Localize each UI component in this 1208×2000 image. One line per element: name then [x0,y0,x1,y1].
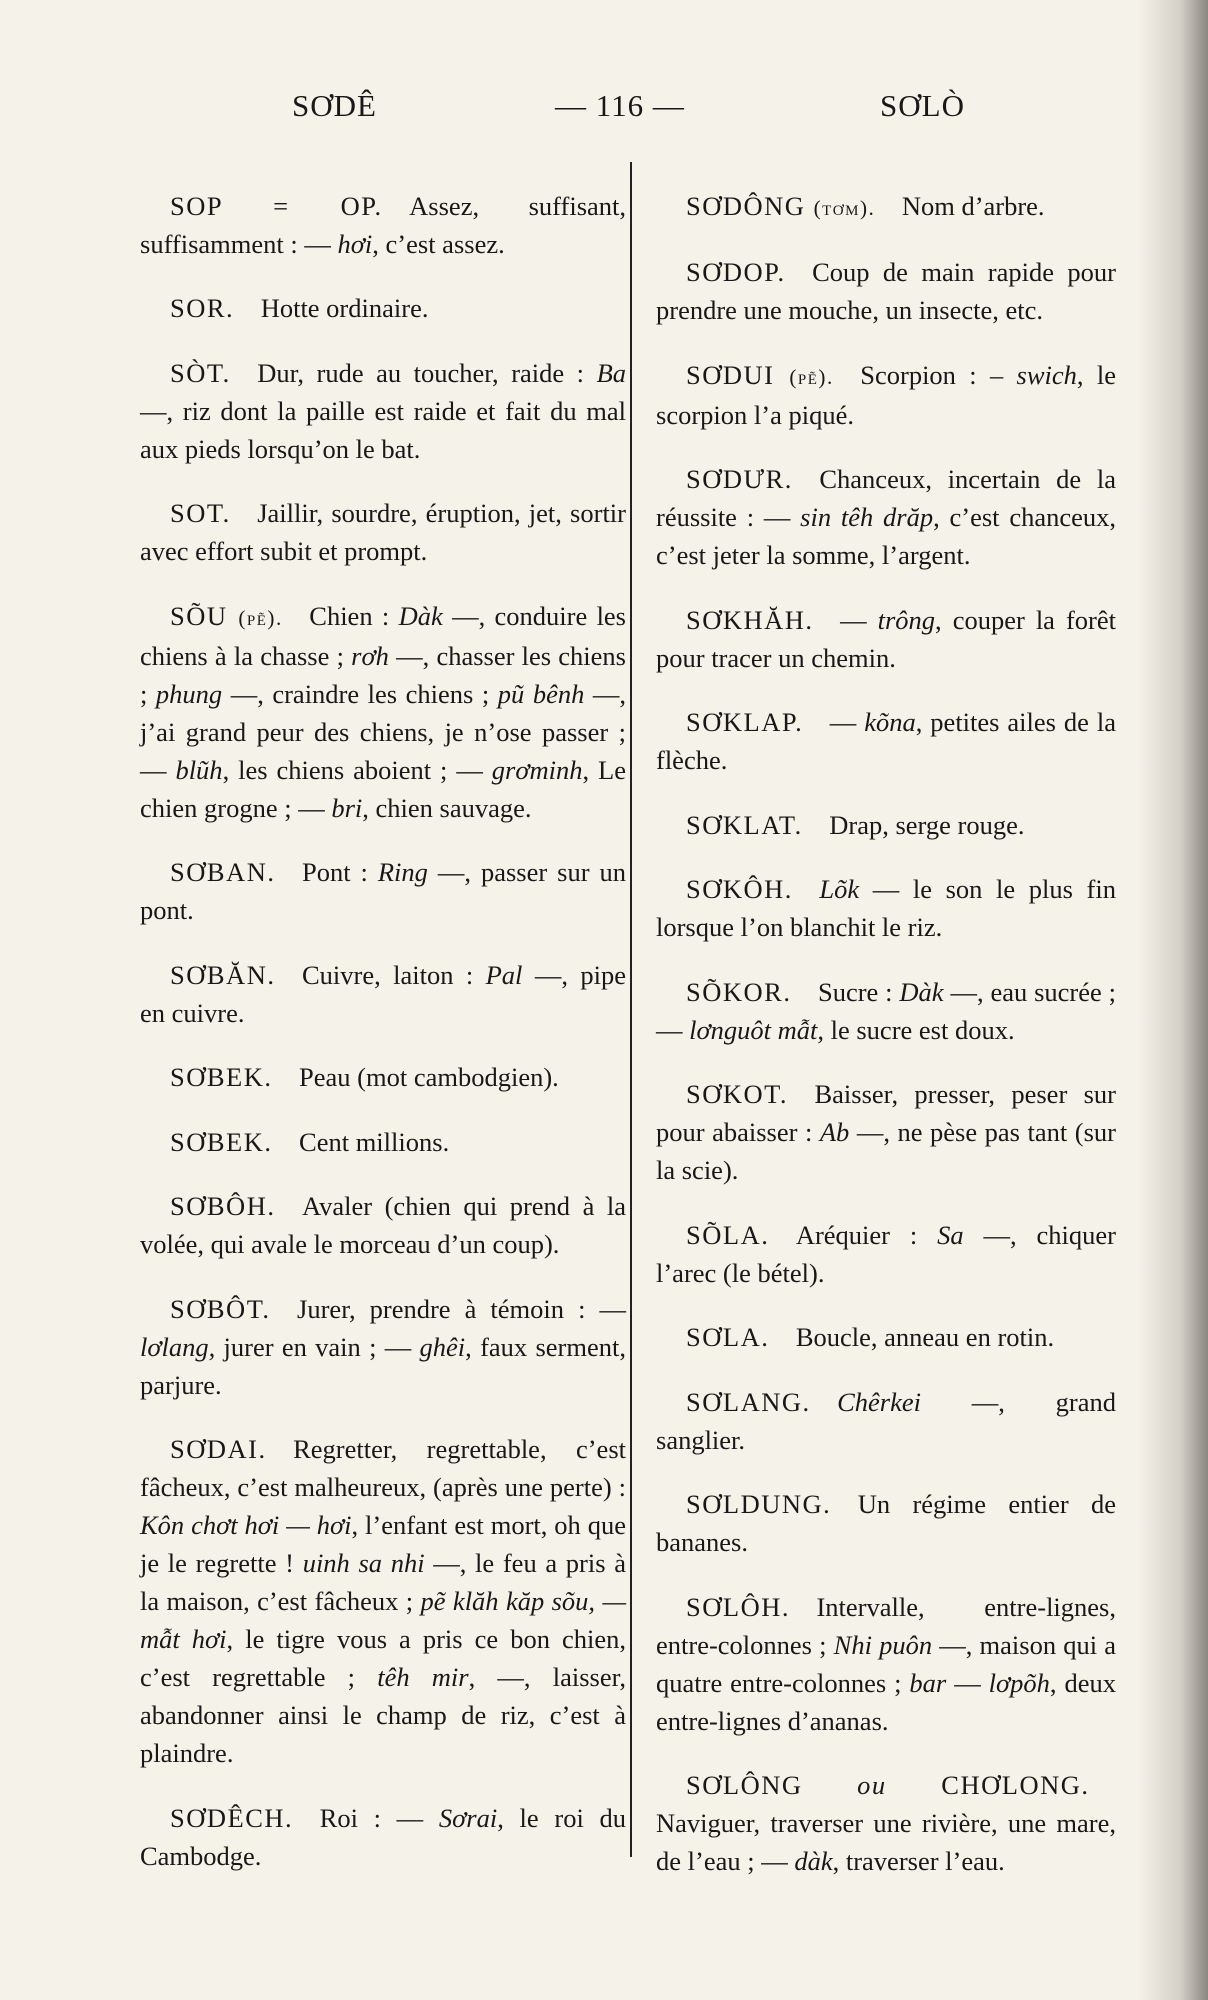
dictionary-entry [140,1290,626,1404]
definition-text: , couper la forêt pour tracer un chemin. [656,604,1116,673]
definition-text: —, eau sucrée ; — [656,976,1116,1045]
dictionary-entry [140,1187,626,1263]
example-term: blũh [175,754,223,785]
page-edge-shadow [1138,0,1208,2000]
definition-text: Cent millions. [299,1126,450,1157]
headword [686,1322,769,1352]
dictionary-entry [656,1383,1116,1459]
page-number: — 116 — [555,88,685,123]
definition-text: —, ne pèse pas tant (sur la scie). [656,1117,1116,1185]
headword-text: SOR. [170,293,235,323]
headword-text: SƠDAI. [170,1434,267,1464]
headword-text: SƠKOT. [686,1079,788,1109]
definition-text: —, le feu a pris à la maison, c’est fâcheux ; [140,1548,626,1616]
example-term: hơi [337,228,373,259]
headword-variant: CHƠLONG. [886,1770,1090,1800]
example-term: Chêrkei [837,1386,921,1417]
headword [170,1434,267,1464]
headword [686,874,793,904]
example-term: uinh sa nhi [302,1548,425,1578]
definition-text: —, j’ai grand peur des chiens, je n’ose passer ; — [140,678,627,785]
example-term: kõna [864,707,916,737]
headword [170,358,231,388]
example-term: Ring [377,857,428,887]
headword [170,498,231,528]
definition-text: —, craindre les chiens ; [222,678,498,709]
headword [686,810,803,840]
headword [686,1387,811,1417]
right-column [656,160,1116,1895]
headword [686,1079,788,1109]
definition-text: Regretter, regrettable, c’est fâcheux, c’est malheureux, (après une perte) : [140,1434,626,1502]
dictionary-entry [656,253,1116,329]
definition-text: , le roi du Cambodge. [140,1802,626,1871]
headword-text: SƠLA. [686,1322,770,1352]
headword-text: SƠDOP. [686,257,786,287]
headword-text: SƠBEK. [170,1062,273,1092]
definition-text: , faux serment, parjure. [140,1331,626,1400]
definition-text: , petites ailes de la flèche. [656,707,1117,775]
headword-text: SƠDÊCH. [170,1802,294,1833]
definition-text: , —, laisser, abandonner ainsi le champ de riz, c’est à plaindre. [140,1662,626,1768]
definition-text: — le son le plus fin lorsque l’on blanchit le riz. [656,874,1116,942]
definition-text: , le scorpion l’a piqué. [656,359,1117,430]
headword-text: SƠKLAP. [686,707,804,737]
example-term: swich [1016,359,1077,390]
dictionary-entry [140,187,626,263]
headword [170,1191,275,1221]
dictionary-entry [656,1318,1116,1356]
definition-text: , Le chien grogne ; — [140,754,627,823]
definition-text: Jurer, prendre à témoin : — [297,1293,626,1324]
headword [170,1127,273,1157]
headword [170,601,283,631]
definition-text: —, maison qui a quatre entre-colonnes ; [656,1629,1116,1698]
definition-text: Nom d’arbre. [901,190,1045,221]
headword-text: SƠBÔH. [170,1191,276,1221]
definition-text: Cuivre, laiton : [301,959,486,990]
headword [686,605,814,635]
example-term: Dàk [398,600,443,631]
definition-text: Scorpion : – [860,359,1017,390]
dictionary-entry [140,853,626,929]
headword [686,1770,1089,1800]
example-term: Sơrai [438,1802,498,1833]
example-term: rơh [351,640,389,671]
dictionary-entry [140,1058,626,1096]
headword [686,257,786,287]
headword [170,1294,271,1324]
dictionary-entry [656,601,1116,677]
example-term: pẽ klăh kăp sõu, — mẫt hơi [140,1586,627,1654]
definition-text: , le tigre vous a pris ce bon chien, c’est regrettable ; [140,1624,626,1692]
definition-text: Roi : — [319,1802,439,1833]
definition-text: Coup de main rapide pour prendre une mouche, un insecte, etc. [656,257,1116,325]
headword-text: SƠBĂN. [170,959,276,990]
definition-text: Un régime entier de bananes. [656,1489,1116,1557]
headword-text: SÕU [170,600,228,631]
definition-text: —, chiquer l’arec (le bétel). [656,1219,1116,1288]
definition-text: le sucre est doux. [824,1014,1015,1045]
definition-text: Sucre : [817,976,900,1007]
dictionary-entry [140,1123,626,1161]
definition-text: — [840,604,878,635]
dictionary-entry [656,1075,1116,1189]
definition-text: , chien sauvage. [362,792,532,823]
example-term: Pal [485,959,523,990]
headword [170,857,275,887]
headword [170,1062,273,1092]
definition-text: —, grand sanglier. [656,1386,1116,1455]
headword [686,464,793,494]
definition-text: Intervalle, entre-lignes, entre-colonnes ; [656,1591,1116,1660]
dictionary-entry [656,460,1116,574]
example-term: têh mir [377,1662,469,1692]
definition-text: Pont : [301,857,378,887]
headword [686,191,875,221]
grammar-tag: (pẽ). [789,364,834,389]
dictionary-entry [656,806,1116,844]
dictionary-entry [140,597,626,827]
dictionary-entry [656,187,1116,227]
running-head-left: SƠDÊ [292,88,377,123]
example-term: Lõk [819,874,860,904]
definition-text: , les chiens aboient ; — [222,754,492,785]
grammar-tag: (pẽ). [238,605,283,630]
definition-text: —, passer sur un pont. [140,857,626,925]
headword-text: SƠDÔNG [686,190,806,221]
example-term: Ab [819,1117,850,1147]
headword-text: SOP = OP. [170,190,383,221]
headword [686,977,791,1007]
definition-text: Naviguer, traverser une rivière, une mare, de l’eau ; — [656,1808,1116,1876]
headword-text: SOT. [170,498,231,528]
definition-text: Peau (mot cambodgien). [299,1062,559,1092]
headword-text: SƠBAN. [170,857,276,887]
example-term: Ba [596,357,626,388]
example-term: trông [877,604,936,635]
headword-conjunction: ou [857,1770,887,1800]
column-divider [630,162,632,1857]
headword-text: SÕLA. [686,1219,770,1250]
definition-text: Jaillir, sourdre, éruption, jet, sortir avec effort subit et prompt. [140,498,626,566]
headword-text: SÕKOR. [686,976,792,1007]
headword [170,1803,293,1833]
definition-text: Drap, serge rouge. [829,809,1025,840]
example-term: bar [909,1667,947,1698]
definition-text: Assez, suffisant, suffisamment : — [140,190,627,259]
definition-text: , l’enfant est mort, oh que je le regrette ! [140,1510,626,1578]
definition-text: Aréquier : [795,1219,938,1250]
dictionary-entry [656,1766,1116,1880]
dictionary-entry [656,973,1116,1049]
example-term: Dàk [899,976,944,1007]
definition-text: —, pipe en cuivre. [140,959,626,1028]
definition-text: , c’est assez. [372,228,505,259]
headword-text: SƠKÔH. [686,874,793,904]
headword-text: SƠLÔNG [686,1770,858,1800]
definition-text: jurer en vain ; — [215,1331,420,1362]
dictionary-entry [656,356,1116,434]
dictionary-entry [140,1430,626,1772]
definition-text: Chanceux, incertain de la réussite : — [656,464,1116,532]
definition-text: , traverser l’eau. [832,1846,1005,1876]
headword-text: SƠBÔT. [170,1293,271,1324]
definition-text: Chien : [309,600,399,631]
headword [686,360,834,390]
example-term: bri [331,792,363,823]
definition-text: Dur, rude au toucher, raide : [257,357,597,388]
headword [170,960,275,990]
headword [170,293,234,323]
definition-text: Hotte ordinaire. [260,293,429,323]
dictionary-entry [656,703,1116,779]
example-term: sin têh drăp [800,502,934,532]
headword-text: SÒT. [170,357,231,388]
left-column [140,160,626,1890]
headword [686,1592,790,1622]
headword-text: SƠKHĂH. [686,604,814,635]
example-term: Kôn chơt hơi — hơi [140,1510,352,1540]
dictionary-entry [140,354,626,468]
dictionary-entry [656,1485,1116,1561]
definition-text: —, chasser les chiens ; [140,640,626,709]
dictionary-entry [656,870,1116,946]
headword-text: SƠBEK. [170,1126,273,1157]
example-term: pũ bênh [497,678,585,709]
headword [686,707,803,737]
running-head-right: SƠLÒ [880,88,965,123]
grammar-tag: (tơm). [813,195,876,220]
dictionary-entry [140,289,626,327]
definition-text: — [946,1667,989,1698]
headword-text: SƠDUI [686,359,775,390]
definition-text: Boucle, anneau en rotin. [795,1322,1055,1352]
definition-text: , deux entre-lignes d’ananas. [656,1667,1117,1736]
dictionary-entry [656,1216,1116,1292]
definition-text: — [829,707,865,737]
definition-text: Baisser, presser, peser sur pour abaisser : [656,1079,1116,1147]
headword-text: SƠKLAT. [686,809,803,840]
dictionary-entry [656,1588,1116,1740]
dictionary-entry [140,956,626,1032]
example-term: Nhi puôn [833,1629,933,1660]
dictionary-entry [140,1799,626,1875]
example-term: dàk [794,1846,833,1876]
headword [686,1220,769,1250]
headword-text: SƠDƯR. [686,464,793,494]
definition-text: —, conduire les chiens à la chasse ; [140,600,627,671]
headword [170,191,383,221]
example-term: phung [155,678,223,709]
dictionary-entry [140,494,626,570]
headword-text: SƠLDUNG. [686,1489,832,1519]
example-term: lơlang, [140,1331,216,1362]
headword [686,1489,831,1519]
example-term: lơpõh [988,1667,1050,1698]
example-term: ghêi [419,1331,466,1362]
headword-text: SƠLÔH. [686,1591,790,1622]
example-term: Sa [937,1219,964,1250]
example-term: lơnguôt mẫt, [689,1014,824,1045]
example-term: grơminh [491,754,583,785]
definition-text: Avaler (chien qui prend à la volée, qui avale le morceau d’un coup). [140,1191,626,1259]
headword-text: SƠLANG. [686,1386,811,1417]
definition-text: , c’est chanceux, c’est jeter la somme, l’argent. [656,502,1116,570]
definition-text: —, riz dont la paille est raide et fait du mal aux pieds lorsqu’on le bat. [140,395,626,464]
